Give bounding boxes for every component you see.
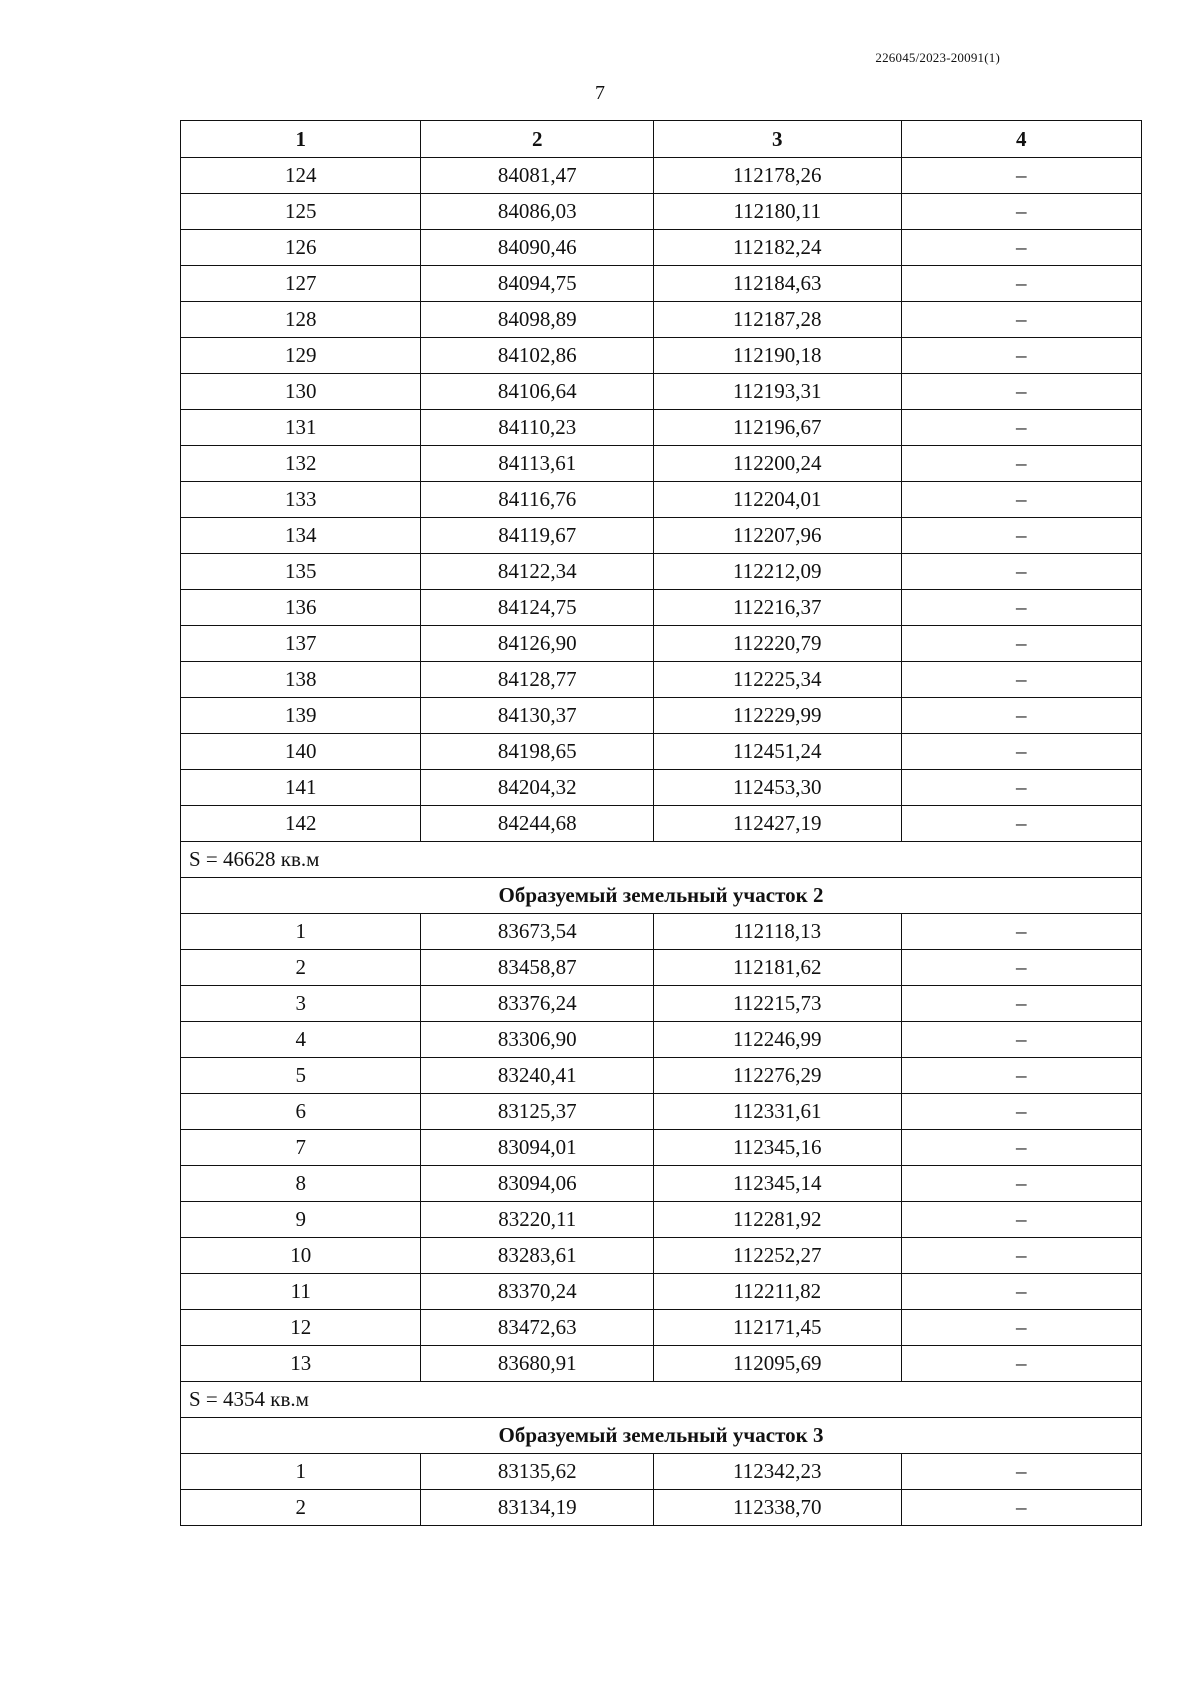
table-cell: – — [901, 914, 1141, 950]
table-cell: 13 — [181, 1346, 421, 1382]
table-cell: – — [901, 1130, 1141, 1166]
table-cell: 112196,67 — [654, 410, 902, 446]
table-cell: – — [901, 1166, 1141, 1202]
table-cell: 83094,01 — [421, 1130, 654, 1166]
table-cell: 83283,61 — [421, 1238, 654, 1274]
table-cell: 12 — [181, 1310, 421, 1346]
table-row — [181, 1202, 1142, 1238]
table-cell: 84198,65 — [421, 734, 654, 770]
table-cell: 84081,47 — [421, 158, 654, 194]
table-cell: 112211,82 — [654, 1274, 902, 1310]
table-cell: 83458,87 — [421, 950, 654, 986]
table-row — [181, 446, 1142, 482]
table-cell: – — [901, 1274, 1141, 1310]
page-number: 7 — [595, 82, 605, 104]
table-row — [181, 662, 1142, 698]
table-cell: 83376,24 — [421, 986, 654, 1022]
table-cell: 136 — [181, 590, 421, 626]
table-cell: 132 — [181, 446, 421, 482]
table-cell: 84090,46 — [421, 230, 654, 266]
table-cell: 84113,61 — [421, 446, 654, 482]
table-cell: 112338,70 — [654, 1490, 902, 1526]
table-cell: – — [901, 590, 1141, 626]
table-cell: 134 — [181, 518, 421, 554]
table-row — [181, 986, 1142, 1022]
table-cell: – — [901, 1022, 1141, 1058]
table-cell: 1 — [181, 1454, 421, 1490]
table-row — [181, 806, 1142, 842]
table-cell: 112451,24 — [654, 734, 902, 770]
table-cell: 4 — [181, 1022, 421, 1058]
table-cell: – — [901, 1238, 1141, 1274]
table-cell: – — [901, 338, 1141, 374]
header-cell-1: 1 — [181, 121, 421, 158]
table-cell: 83135,62 — [421, 1454, 654, 1490]
table-row — [181, 194, 1142, 230]
section-title-3: Образуемый земельный участок 3 — [181, 1418, 1142, 1454]
section-title-3-row — [181, 1418, 1142, 1454]
table-cell: – — [901, 950, 1141, 986]
table-cell: 83306,90 — [421, 1022, 654, 1058]
table-cell: 83680,91 — [421, 1346, 654, 1382]
table-cell: 112225,34 — [654, 662, 902, 698]
table-cell: – — [901, 806, 1141, 842]
area-total-2-row — [181, 1382, 1142, 1418]
table-cell: 84244,68 — [421, 806, 654, 842]
table-cell: 112281,92 — [654, 1202, 902, 1238]
table-cell: 84116,76 — [421, 482, 654, 518]
table-cell: 112187,28 — [654, 302, 902, 338]
table-row — [181, 410, 1142, 446]
table-cell: 138 — [181, 662, 421, 698]
table-cell: 112180,11 — [654, 194, 902, 230]
table-row — [181, 770, 1142, 806]
table-cell: 84106,64 — [421, 374, 654, 410]
table-cell: 83220,11 — [421, 1202, 654, 1238]
table-row — [181, 482, 1142, 518]
table-cell: 112207,96 — [654, 518, 902, 554]
table-row — [181, 1346, 1142, 1382]
table-cell: 84110,23 — [421, 410, 654, 446]
table-cell: 2 — [181, 950, 421, 986]
table-row — [181, 1022, 1142, 1058]
table-cell: 84204,32 — [421, 770, 654, 806]
table-cell: 124 — [181, 158, 421, 194]
table-cell: 139 — [181, 698, 421, 734]
table-cell: 131 — [181, 410, 421, 446]
table-cell: – — [901, 1058, 1141, 1094]
table-row — [181, 914, 1142, 950]
table-cell: 133 — [181, 482, 421, 518]
table-cell: 126 — [181, 230, 421, 266]
table-row — [181, 230, 1142, 266]
table-cell: 127 — [181, 266, 421, 302]
table-cell: 112184,63 — [654, 266, 902, 302]
table-cell: – — [901, 482, 1141, 518]
table-row — [181, 518, 1142, 554]
table-row — [181, 1238, 1142, 1274]
table-cell: – — [901, 698, 1141, 734]
coordinates-table-body — [181, 121, 1142, 1526]
table-cell: 112342,23 — [654, 1454, 902, 1490]
table-cell: 142 — [181, 806, 421, 842]
table-cell: 112453,30 — [654, 770, 902, 806]
area-total-2: S = 4354 кв.м — [181, 1382, 1142, 1418]
table-row — [181, 590, 1142, 626]
table-cell: – — [901, 266, 1141, 302]
table-cell: 112118,13 — [654, 914, 902, 950]
table-cell: – — [901, 986, 1141, 1022]
table-row — [181, 1130, 1142, 1166]
table-cell: 112178,26 — [654, 158, 902, 194]
document-id: 226045/2023-20091(1) — [875, 50, 1000, 65]
table-cell: – — [901, 230, 1141, 266]
table-cell: 112216,37 — [654, 590, 902, 626]
table-row — [181, 698, 1142, 734]
table-row — [181, 1490, 1142, 1526]
table-cell: 112220,79 — [654, 626, 902, 662]
table-cell: 10 — [181, 1238, 421, 1274]
table-cell: 84126,90 — [421, 626, 654, 662]
table-cell: – — [901, 374, 1141, 410]
table-cell: 6 — [181, 1094, 421, 1130]
table-cell: – — [901, 734, 1141, 770]
table-cell: 8 — [181, 1166, 421, 1202]
table-cell: 112171,45 — [654, 1310, 902, 1346]
table-cell: 11 — [181, 1274, 421, 1310]
table-cell: 83472,63 — [421, 1310, 654, 1346]
table-cell: 135 — [181, 554, 421, 590]
table-row — [181, 266, 1142, 302]
table-cell: 83094,06 — [421, 1166, 654, 1202]
table-cell: 112200,24 — [654, 446, 902, 482]
header-cell-4: 4 — [901, 121, 1141, 158]
table-row — [181, 734, 1142, 770]
table-cell: 84102,86 — [421, 338, 654, 374]
table-cell: 112204,01 — [654, 482, 902, 518]
table-cell: 112345,14 — [654, 1166, 902, 1202]
table-cell: – — [901, 518, 1141, 554]
table-cell: 84122,34 — [421, 554, 654, 590]
table-cell: 84124,75 — [421, 590, 654, 626]
table-cell: 112095,69 — [654, 1346, 902, 1382]
table-cell: – — [901, 1346, 1141, 1382]
table-cell: 112215,73 — [654, 986, 902, 1022]
table-row — [181, 1166, 1142, 1202]
table-cell: 9 — [181, 1202, 421, 1238]
table-cell: 141 — [181, 770, 421, 806]
table-row — [181, 1094, 1142, 1130]
table-cell: – — [901, 158, 1141, 194]
table-cell: 84130,37 — [421, 698, 654, 734]
table-row — [181, 950, 1142, 986]
table-cell: – — [901, 302, 1141, 338]
table-cell: 112193,31 — [654, 374, 902, 410]
table-cell: 140 — [181, 734, 421, 770]
table-cell: 83125,37 — [421, 1094, 654, 1130]
table-cell: – — [901, 1454, 1141, 1490]
table-cell: 3 — [181, 986, 421, 1022]
area-total-1-row — [181, 842, 1142, 878]
table-cell: 112276,29 — [654, 1058, 902, 1094]
table-cell: 84086,03 — [421, 194, 654, 230]
header-cell-3: 3 — [654, 121, 902, 158]
coordinates-table — [180, 120, 1142, 1526]
table-row — [181, 374, 1142, 410]
table-cell: – — [901, 662, 1141, 698]
header-row — [181, 121, 1142, 158]
table-row — [181, 1454, 1142, 1490]
table-cell: 84119,67 — [421, 518, 654, 554]
header-cell-2: 2 — [421, 121, 654, 158]
area-total-1: S = 46628 кв.м — [181, 842, 1142, 878]
table-cell: 128 — [181, 302, 421, 338]
table-cell: 112331,61 — [654, 1094, 902, 1130]
table-cell: 112181,62 — [654, 950, 902, 986]
table-cell: – — [901, 410, 1141, 446]
table-cell: 112252,27 — [654, 1238, 902, 1274]
table-cell: 130 — [181, 374, 421, 410]
table-cell: – — [901, 1202, 1141, 1238]
table-cell: 112229,99 — [654, 698, 902, 734]
table-cell: 83134,19 — [421, 1490, 654, 1526]
section-title-2: Образуемый земельный участок 2 — [181, 878, 1142, 914]
table-cell: 84128,77 — [421, 662, 654, 698]
table-cell: 125 — [181, 194, 421, 230]
table-cell: 84094,75 — [421, 266, 654, 302]
table-cell: 112182,24 — [654, 230, 902, 266]
table-cell: – — [901, 1094, 1141, 1130]
table-cell: – — [901, 1490, 1141, 1526]
table-cell: 83673,54 — [421, 914, 654, 950]
table-row — [181, 554, 1142, 590]
section-title-2-row — [181, 878, 1142, 914]
table-row — [181, 302, 1142, 338]
table-cell: 7 — [181, 1130, 421, 1166]
table-cell: 112190,18 — [654, 338, 902, 374]
table-row — [181, 626, 1142, 662]
table-cell: – — [901, 770, 1141, 806]
table-cell: 83370,24 — [421, 1274, 654, 1310]
table-cell: – — [901, 1310, 1141, 1346]
table-cell: 112246,99 — [654, 1022, 902, 1058]
table-cell: 112345,16 — [654, 1130, 902, 1166]
table-cell: – — [901, 194, 1141, 230]
table-cell: 112212,09 — [654, 554, 902, 590]
table-cell: 5 — [181, 1058, 421, 1094]
table-cell: 84098,89 — [421, 302, 654, 338]
table-cell: 1 — [181, 914, 421, 950]
table-cell: 129 — [181, 338, 421, 374]
table-cell: – — [901, 626, 1141, 662]
table-cell: – — [901, 554, 1141, 590]
table-row — [181, 1310, 1142, 1346]
table-row — [181, 1058, 1142, 1094]
table-row — [181, 1274, 1142, 1310]
table-cell: 2 — [181, 1490, 421, 1526]
table-cell: 83240,41 — [421, 1058, 654, 1094]
table-cell: 137 — [181, 626, 421, 662]
table-row — [181, 158, 1142, 194]
table-cell: 112427,19 — [654, 806, 902, 842]
table-cell: – — [901, 446, 1141, 482]
table-row — [181, 338, 1142, 374]
